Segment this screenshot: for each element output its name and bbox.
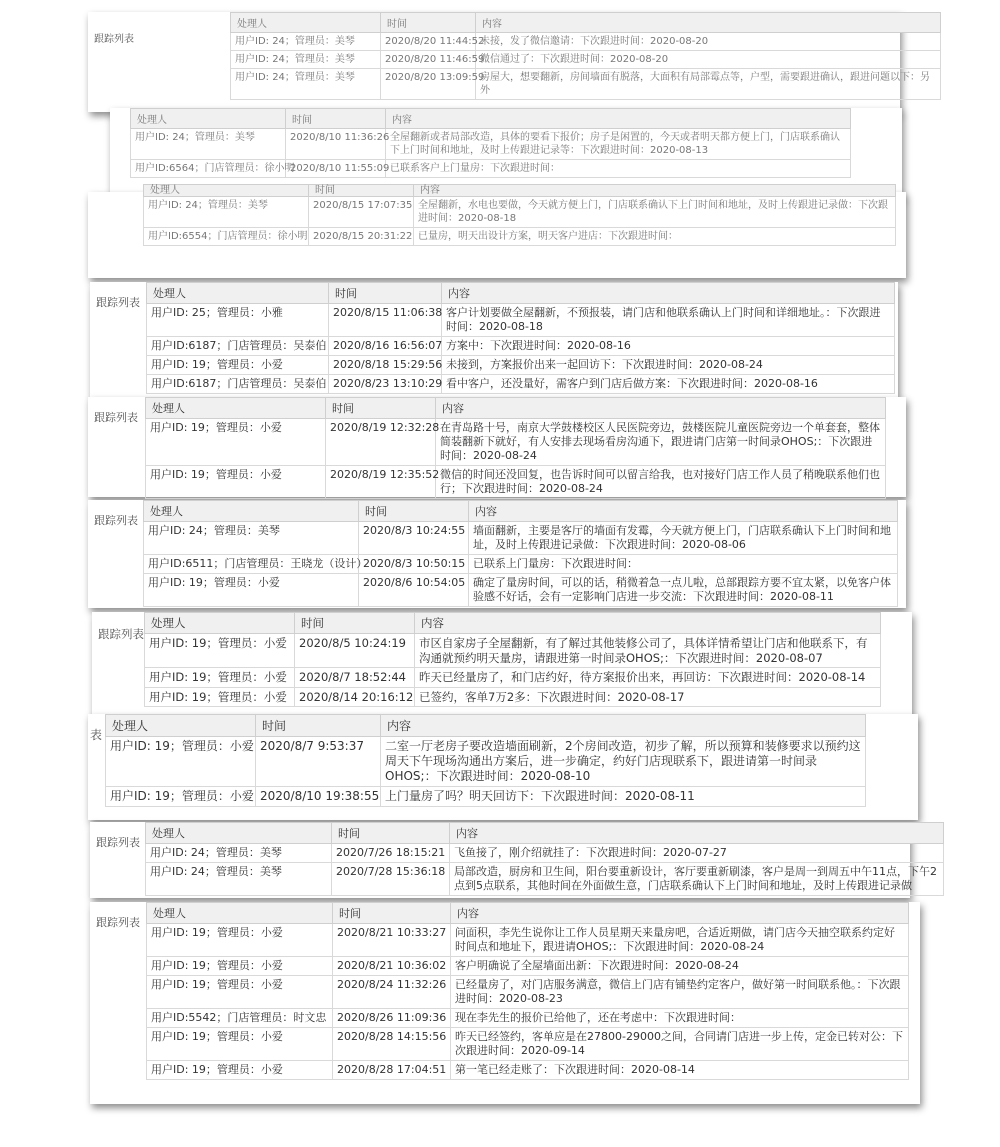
table-header-row: [147, 283, 895, 304]
content-cell: 已签约，客单7万2多：下次跟进时间：2020-08-17: [415, 687, 881, 707]
column-header-time: 时间: [332, 823, 450, 844]
follow-up-table: [145, 397, 886, 499]
time-cell: 2020/8/28 14:15:56: [333, 1028, 451, 1061]
table-row: [231, 51, 941, 69]
table-header-row: [144, 501, 898, 522]
content-cell: 看中客户，还没量好，需客户到门店后做方案：下次跟进时间：2020-08-16: [442, 375, 895, 394]
content-cell: 已经量房了，对门店服务满意，微信上门店有铺垫约定客户，做好第一时间联系他。：下次跟进时间：2020-08-23: [451, 976, 909, 1009]
handler-cell: 用户ID: 25；管理员：小雅: [147, 304, 329, 337]
content-cell: 微信通过了：下次跟进时间：2020-08-20: [476, 51, 941, 69]
tracking-list-label: 跟踪列表: [94, 411, 138, 424]
handler-cell: 用户ID: 19；管理员：小爱: [147, 1061, 333, 1080]
follow-up-table: [230, 12, 941, 100]
handler-cell: 用户ID: 19；管理员：小爱: [145, 668, 295, 688]
handler-cell: 用户ID: 19；管理员：小爱: [106, 787, 256, 807]
time-cell: 2020/7/28 15:36:18: [332, 863, 450, 896]
time-cell: 2020/8/5 10:24:19: [295, 634, 415, 668]
follow-up-table: [146, 282, 895, 394]
time-cell: 2020/8/7 9:53:37: [256, 737, 381, 787]
content-cell: 全屋翻新，水电也要做，今天就方便上门，门店联系确认下上门时间和地址，及时上传跟进记录做：下次跟进时间：2020-08-18: [414, 197, 896, 228]
content-cell: 墙面翻新，主要是客厅的墙面有发霉，今天就方便上门，门店联系确认下上门时间和地址，及时上传跟进记录做：下次跟进时间：2020-08-06: [469, 522, 898, 555]
time-cell: 2020/8/28 17:04:51: [333, 1061, 451, 1080]
table-header-row: [147, 903, 909, 924]
content-cell: 全屋翻新或者局部改造，具体的要看下报价；房子是闲置的，今天或者明天都方便上门，门店联系确认下上门时间和地址，及时上传跟进记录等：下次跟进时间：2020-08-13: [386, 129, 851, 160]
handler-cell: 用户ID:5542；门店管理员：时文忠: [147, 1009, 333, 1028]
handler-cell: 用户ID:6187；门店管理员：吴泰伯: [147, 337, 329, 356]
tracking-list-label: 跟踪列表: [94, 34, 134, 45]
table-row: [147, 957, 909, 976]
content-cell: 未接，发了微信邀请：下次跟进时间：2020-08-20: [476, 33, 941, 51]
handler-cell: 用户ID: 19；管理员：小爱: [146, 466, 326, 499]
column-header-time: 时间: [295, 613, 415, 634]
content-cell: 局部改造，厨房和卫生间，阳台要重新设计，客厅要重新刷漆，客户是周一到周五中午11点，下午2点到5点联系，其他时间在外面做生意，门店联系确认下上门时间和地址，及时上传跟进记录做: [450, 863, 944, 896]
column-header-content: 内容: [386, 109, 851, 129]
time-cell: 2020/8/26 11:09:36: [333, 1009, 451, 1028]
table-row: [147, 356, 895, 375]
handler-cell: 用户ID: 19；管理员：小爱: [144, 574, 359, 607]
table-header-row: [146, 823, 944, 844]
time-cell: 2020/8/23 13:10:29: [329, 375, 442, 394]
column-header-handler: 处理人: [147, 283, 329, 304]
handler-cell: 用户ID: 19；管理员：小爱: [147, 924, 333, 957]
table-row: [147, 976, 909, 1009]
content-cell: 已量房，明天出设计方案，明天客户进店：下次跟进时间：: [414, 228, 896, 246]
table-row: [146, 466, 886, 499]
handler-cell: 用户ID: 19；管理员：小爱: [147, 957, 333, 976]
table-row: [145, 634, 881, 668]
time-cell: 2020/8/21 10:36:02: [333, 957, 451, 976]
content-cell: 客户明确说了全屋墙面出新：下次跟进时间：2020-08-24: [451, 957, 909, 976]
time-cell: 2020/8/7 18:52:44: [295, 668, 415, 688]
column-header-content: 内容: [476, 13, 941, 33]
content-cell: 已联系上门量房：下次跟进时间：: [469, 555, 898, 574]
tracking-list-label: 表: [90, 728, 103, 742]
table-row: [144, 574, 898, 607]
follow-up-panel: [92, 612, 912, 720]
handler-cell: 用户ID: 19；管理员：小爱: [145, 687, 295, 707]
time-cell: 2020/8/19 12:32:28: [326, 419, 436, 466]
content-cell: 方案中：下次跟进时间：2020-08-16: [442, 337, 895, 356]
handler-cell: 用户ID: 19；管理员：小爱: [147, 356, 329, 375]
content-cell: 飞鱼接了，刚介绍就挂了：下次跟进时间：2020-07-27: [450, 844, 944, 863]
table-row: [144, 197, 896, 228]
content-cell: 微信的时间还没回复，也告诉时间可以留言给我，也对接好门店工作人员了稍晚联系他们也行；下次跟进时间：2020-08-24: [436, 466, 886, 499]
handler-cell: 用户ID:6511；门店管理员：王晓龙（设计）: [144, 555, 359, 574]
table-header-row: [145, 613, 881, 634]
handler-cell: 用户ID:6187；门店管理员：吴泰伯: [147, 375, 329, 394]
column-header-time: 时间: [381, 13, 476, 33]
column-header-handler: 处理人: [106, 715, 256, 737]
table-header-row: [131, 109, 851, 129]
column-header-handler: 处理人: [131, 109, 286, 129]
time-cell: 2020/8/16 16:56:07: [329, 337, 442, 356]
column-header-time: 时间: [359, 501, 469, 522]
column-header-time: 时间: [286, 109, 386, 129]
table-row: [106, 737, 866, 787]
table-row: [231, 69, 941, 100]
follow-up-panel: [90, 282, 898, 397]
follow-up-panel: [88, 500, 906, 608]
handler-cell: 用户ID:6564；门店管理员：徐小明: [131, 160, 286, 178]
content-cell: 二室一厅老房子要改造墙面刷新，2个房间改造，初步了解，所以预算和装修要求以预约这周天下午现场沟通出方案后，进一步确定，约好门店现联系下，跟进请第一时间录OHOS;：下次跟进时间：2020-08-10: [381, 737, 866, 787]
column-header-content: 内容: [414, 185, 896, 197]
handler-cell: 用户ID: 24；管理员：美琴: [231, 51, 381, 69]
time-cell: 2020/8/20 11:44:52: [381, 33, 476, 51]
handler-cell: 用户ID: 24；管理员：美琴: [131, 129, 286, 160]
table-row: [147, 1061, 909, 1080]
follow-up-table: [144, 612, 881, 707]
content-cell: 现在李先生的报价已给他了，还在考虑中：下次跟进时间：: [451, 1009, 909, 1028]
table-row: [147, 375, 895, 394]
time-cell: 2020/8/10 11:55:09: [286, 160, 386, 178]
column-header-handler: 处理人: [146, 398, 326, 419]
table-row: [131, 160, 851, 178]
handler-cell: 用户ID: 19；管理员：小爱: [106, 737, 256, 787]
content-cell: 未接到，方案报价出来一起回访下：下次跟进时间：2020-08-24: [442, 356, 895, 375]
follow-up-table: [146, 902, 909, 1080]
handler-cell: 用户ID: 19；管理员：小爱: [147, 976, 333, 1009]
column-header-handler: 处理人: [231, 13, 381, 33]
column-header-content: 内容: [436, 398, 886, 419]
time-cell: 2020/8/6 10:54:05: [359, 574, 469, 607]
table-header-row: [146, 398, 886, 419]
follow-up-table: [143, 184, 896, 246]
time-cell: 2020/8/15 20:31:22: [309, 228, 414, 246]
time-cell: 2020/8/24 11:32:26: [333, 976, 451, 1009]
column-header-handler: 处理人: [147, 903, 333, 924]
table-header-row: [231, 13, 941, 33]
tracking-list-label: 跟踪列表: [96, 296, 140, 309]
follow-up-table: [105, 714, 866, 807]
time-cell: 2020/8/10 11:36:26: [286, 129, 386, 160]
follow-up-panel: [90, 822, 937, 898]
table-row: [144, 228, 896, 246]
content-cell: 已联系客户上门量房：下次跟进时间：: [386, 160, 851, 178]
table-row: [144, 522, 898, 555]
tracking-list-label: 跟踪列表: [96, 916, 140, 929]
tracking-list-label: 跟踪列表: [94, 514, 138, 527]
column-header-content: 内容: [469, 501, 898, 522]
content-cell: 昨天已经签约，客单应是在27800-29000之间，合同请门店进一步上传，定金已转对公：下次跟进时间：2020-09-14: [451, 1028, 909, 1061]
content-cell: 确定了量房时间，可以的话，稍微着急一点儿啦，总部跟踪方要不宜太紧，以免客户体验感不好话，会有一定影响门店进一步交流：下次跟进时间：2020-08-11: [469, 574, 898, 607]
column-header-time: 时间: [326, 398, 436, 419]
time-cell: 2020/8/10 19:38:55: [256, 787, 381, 807]
follow-up-panel: [88, 184, 906, 278]
table-row: [131, 129, 851, 160]
time-cell: 2020/8/15 17:07:35: [309, 197, 414, 228]
handler-cell: 用户ID:6554；门店管理员：徐小明: [144, 228, 309, 246]
handler-cell: 用户ID: 19；管理员：小爱: [147, 1028, 333, 1061]
table-row: [147, 1028, 909, 1061]
time-cell: 2020/8/15 11:06:38: [329, 304, 442, 337]
table-row: [145, 668, 881, 688]
table-row: [146, 844, 944, 863]
follow-up-panel: [88, 397, 906, 497]
column-header-handler: 处理人: [145, 613, 295, 634]
tracking-list-label: 跟踪列表: [98, 627, 144, 641]
column-header-handler: 处理人: [144, 501, 359, 522]
time-cell: 2020/8/18 15:29:56: [329, 356, 442, 375]
column-header-handler: 处理人: [146, 823, 332, 844]
follow-up-panel: [88, 12, 930, 112]
column-header-time: 时间: [256, 715, 381, 737]
content-cell: 问面积，李先生说你让工作人员星期天来量房吧，合适近期做，请门店今天抽空联系约定好时间点和地址下，跟进请OHOS;：下次跟进时间：2020-08-24: [451, 924, 909, 957]
table-row: [146, 419, 886, 466]
time-cell: 2020/8/14 20:16:12: [295, 687, 415, 707]
tracking-list-label: 跟踪列表: [96, 836, 140, 849]
table-row: [147, 304, 895, 337]
table-row: [231, 33, 941, 51]
column-header-time: 时间: [329, 283, 442, 304]
table-row: [147, 337, 895, 356]
handler-cell: 用户ID: 24；管理员：美琴: [144, 197, 309, 228]
handler-cell: 用户ID: 24；管理员：美琴: [231, 69, 381, 100]
time-cell: 2020/8/21 10:33:27: [333, 924, 451, 957]
follow-up-table: [130, 108, 851, 178]
table-row: [147, 924, 909, 957]
table-row: [145, 687, 881, 707]
table-row: [144, 555, 898, 574]
table-header-row: [106, 715, 866, 737]
table-row: [146, 863, 944, 896]
handler-cell: 用户ID: 24；管理员：美琴: [231, 33, 381, 51]
column-header-content: 内容: [381, 715, 866, 737]
time-cell: 2020/8/20 11:46:59: [381, 51, 476, 69]
follow-up-table: [145, 822, 944, 896]
table-row: [147, 1009, 909, 1028]
content-cell: 昨天已经量房了，和门店约好，待方案报价出来，再回访：下次跟进时间：2020-08-14: [415, 668, 881, 688]
time-cell: 2020/8/19 12:35:52: [326, 466, 436, 499]
follow-up-panel: [90, 902, 920, 1104]
time-cell: 2020/8/3 10:50:15: [359, 555, 469, 574]
table-header-row: [144, 185, 896, 197]
table-row: [106, 787, 866, 807]
column-header-content: 内容: [415, 613, 881, 634]
content-cell: 房屋大，想要翻新，房间墙面有脱落，大面积有局部霉点等，户型，需要跟进确认，跟进问题以下：另外: [476, 69, 941, 100]
column-header-time: 时间: [333, 903, 451, 924]
column-header-content: 内容: [450, 823, 944, 844]
column-header-time: 时间: [309, 185, 414, 197]
follow-up-panel: [88, 714, 918, 820]
column-header-content: 内容: [442, 283, 895, 304]
content-cell: 第一笔已经走账了：下次跟进时间：2020-08-14: [451, 1061, 909, 1080]
handler-cell: 用户ID: 24；管理员：美琴: [144, 522, 359, 555]
time-cell: 2020/8/20 13:09:59: [381, 69, 476, 100]
time-cell: 2020/8/3 10:24:55: [359, 522, 469, 555]
handler-cell: 用户ID: 24；管理员：美琴: [146, 863, 332, 896]
content-cell: 市区自家房子全屋翻新，有了解过其他装修公司了，具体详情希望让门店和他联系下，有沟通就预约明天量房，请跟进第一时间录OHOS;：下次跟进时间：2020-08-07: [415, 634, 881, 668]
follow-up-table: [143, 500, 898, 607]
time-cell: 2020/7/26 18:15:21: [332, 844, 450, 863]
column-header-handler: 处理人: [144, 185, 309, 197]
content-cell: 上门量房了吗？明天回访下：下次跟进时间：2020-08-11: [381, 787, 866, 807]
handler-cell: 用户ID: 19；管理员：小爱: [145, 634, 295, 668]
column-header-content: 内容: [451, 903, 909, 924]
content-cell: 在青岛路十号，南京大学鼓楼校区人民医院旁边，鼓楼医院儿童医院旁边一个单套套，整体简装翻新下就好，有人安排去现场看房沟通下，跟进请门店第一时间录OHOS;：下次跟进时间：2020-08-24: [436, 419, 886, 466]
handler-cell: 用户ID: 19；管理员：小爱: [146, 419, 326, 466]
content-cell: 客户计划要做全屋翻新，不预报装，请门店和他联系确认上门时间和详细地址。：下次跟进时间：2020-08-18: [442, 304, 895, 337]
handler-cell: 用户ID: 24；管理员：美琴: [146, 844, 332, 863]
